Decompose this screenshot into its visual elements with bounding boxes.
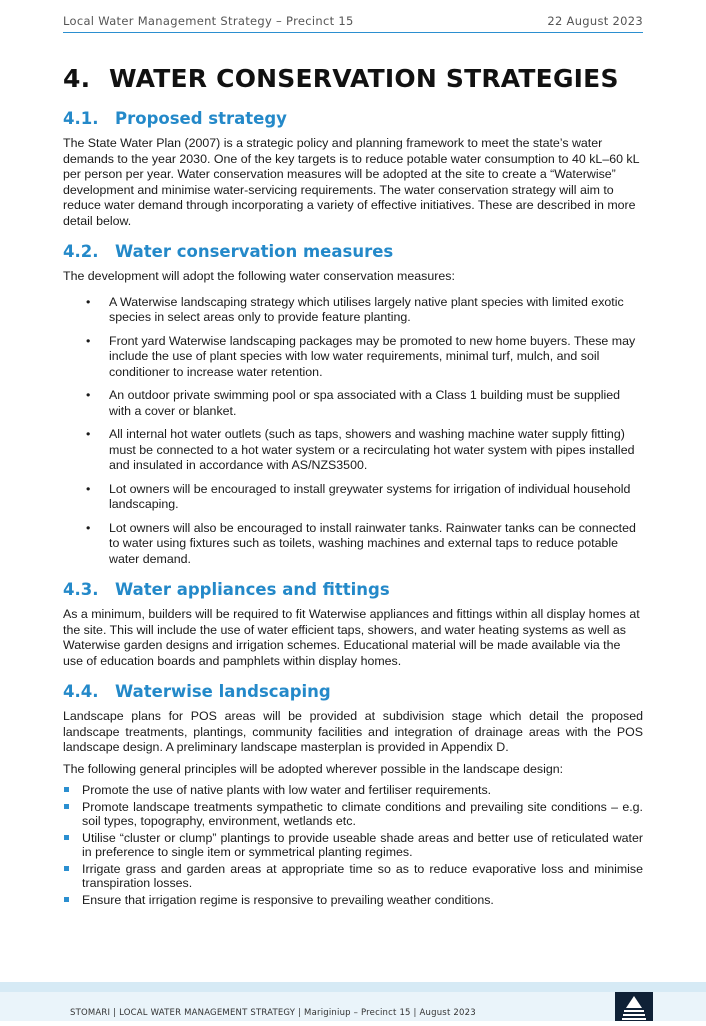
section-heading <box>63 108 643 130</box>
list-item-text: An outdoor private swimming pool or spa associated with a Class 1 building must be supplied with a cover or blanket. <box>109 388 621 418</box>
square-bullet-list <box>63 783 643 907</box>
bullet-icon: • <box>86 427 91 441</box>
page-header <box>63 14 643 33</box>
list-item <box>63 334 643 381</box>
square-bullet-icon <box>64 897 69 902</box>
square-bullet-icon <box>64 787 69 792</box>
paragraph: Landscape plans for POS areas will be provided at subdivision stage which detail the proposed landscape treatments, plantings, community facilities and integration of drainage areas with the POS landscape design. A preliminary landscape masterplan is provided in Appendix D. <box>63 709 643 754</box>
list-item <box>63 521 643 568</box>
list-item-text: Utilise “cluster or clump” plantings to provide useable shade areas and better use of reticulated water in preference to single item or symmetrical planting regimes. <box>82 831 643 859</box>
list-item <box>63 482 643 513</box>
page-content <box>63 62 643 910</box>
bullet-icon: • <box>86 388 91 402</box>
list-item <box>63 427 643 474</box>
section-heading <box>63 241 643 263</box>
section-title: Water appliances and fittings <box>115 580 390 599</box>
list-item-text: Lot owners will be encouraged to install greywater systems for irrigation of individual household landscaping. <box>109 481 631 511</box>
section-4-1 <box>63 108 643 229</box>
footer-text: STOMARI | LOCAL WATER MANAGEMENT STRATEGY | Mariginiup – Precinct 15 | August 2023 <box>70 1008 476 1018</box>
section-4-3 <box>63 579 643 669</box>
section-heading <box>63 681 643 703</box>
list-item-text: Ensure that irrigation regime is responsive to prevailing weather conditions. <box>82 893 494 907</box>
list-item <box>63 295 643 326</box>
list-item <box>63 893 643 907</box>
water-drop-logo-icon <box>615 992 653 1021</box>
section-4-2 <box>63 241 643 567</box>
list-item <box>63 388 643 419</box>
list-item <box>63 800 643 828</box>
square-bullet-icon <box>64 835 69 840</box>
paragraph: The development will adopt the following water conservation measures: <box>63 269 455 283</box>
section-number: 4.4. <box>63 682 99 701</box>
section-number: 4.2. <box>63 242 99 261</box>
list-item <box>63 831 643 859</box>
footer-band-top <box>0 982 706 992</box>
section-number: 4.1. <box>63 109 99 128</box>
section-title: Waterwise landscaping <box>115 682 331 701</box>
list-item-text: A Waterwise landscaping strategy which utilises largely native plant species with limited exotic species in select areas only to provide feature planting. <box>109 294 624 324</box>
paragraph: The State Water Plan (2007) is a strategic policy and planning framework to meet the state’s water demands to the year 2030. One of the key targets is to reduce potable water consumption to 40 kL–60 kL per person per year. Water conservation measures will be adopted at the site to create a “Waterwise” development and minimise water-servicing requirements. The water conservation strategy will aim to reduce water demand through incorporating a variety of effective initiatives. These are described in more detail below. <box>63 136 640 228</box>
bullet-icon: • <box>86 481 91 496</box>
list-item-text: Promote landscape treatments sympathetic to climate conditions and prevailing site conditions – e.g. soil types, topography, environment, wetlands etc. <box>82 800 643 828</box>
list-item-text: Front yard Waterwise landscaping packages may be promoted to new home buyers. These may include the use of plant species with low water requirements, minimal turf, mulch, and soil conditioner to increase water retention. <box>109 333 636 379</box>
header-document-title: Local Water Management Strategy – Precinct 15 <box>63 14 354 28</box>
bullet-list <box>63 295 643 568</box>
header-date: 22 August 2023 <box>547 14 643 28</box>
list-item-text: Lot owners will also be encouraged to install rainwater tanks. Rainwater tanks can be connected to water using fixtures such as toilets, washing machines and external taps to reduce potable water demand. <box>109 520 636 566</box>
list-item <box>63 783 643 797</box>
bullet-icon: • <box>86 520 91 535</box>
section-4-4 <box>63 681 643 907</box>
chapter-heading <box>63 62 643 96</box>
section-number: 4.3. <box>63 580 99 599</box>
list-item-text: Promote the use of native plants with low water and fertiliser requirements. <box>82 783 492 797</box>
list-item <box>63 862 643 890</box>
section-heading <box>63 579 643 601</box>
chapter-number: 4. <box>63 64 91 93</box>
square-bullet-icon <box>64 866 69 871</box>
paragraph: As a minimum, builders will be required to fit Waterwise appliances and fittings within all display homes at the site. This will include the use of water efficient taps, showers, and water heating systems as well as Waterwise garden designs and irrigation schemes. Educational material will be made available via the use of education boards and pamphlets within display homes. <box>63 607 640 668</box>
bullet-icon: • <box>86 333 91 348</box>
square-bullet-icon <box>64 804 69 809</box>
list-item-text: Irrigate grass and garden areas at appropriate time so as to reduce evaporative loss and minimise transpiration losses. <box>82 862 643 890</box>
section-title: Proposed strategy <box>115 109 287 128</box>
chapter-title: WATER CONSERVATION STRATEGIES <box>109 64 619 93</box>
bullet-icon: • <box>86 294 91 309</box>
list-item-text: All internal hot water outlets (such as taps, showers and washing machine water supply fitting) must be connected to a hot water system or a recirculating hot water system with pipes installed and insulated in accordance with AS/NZS3500. <box>109 427 635 472</box>
section-title: Water conservation measures <box>115 242 394 261</box>
paragraph: The following general principles will be adopted wherever possible in the landscape design: <box>63 761 564 776</box>
